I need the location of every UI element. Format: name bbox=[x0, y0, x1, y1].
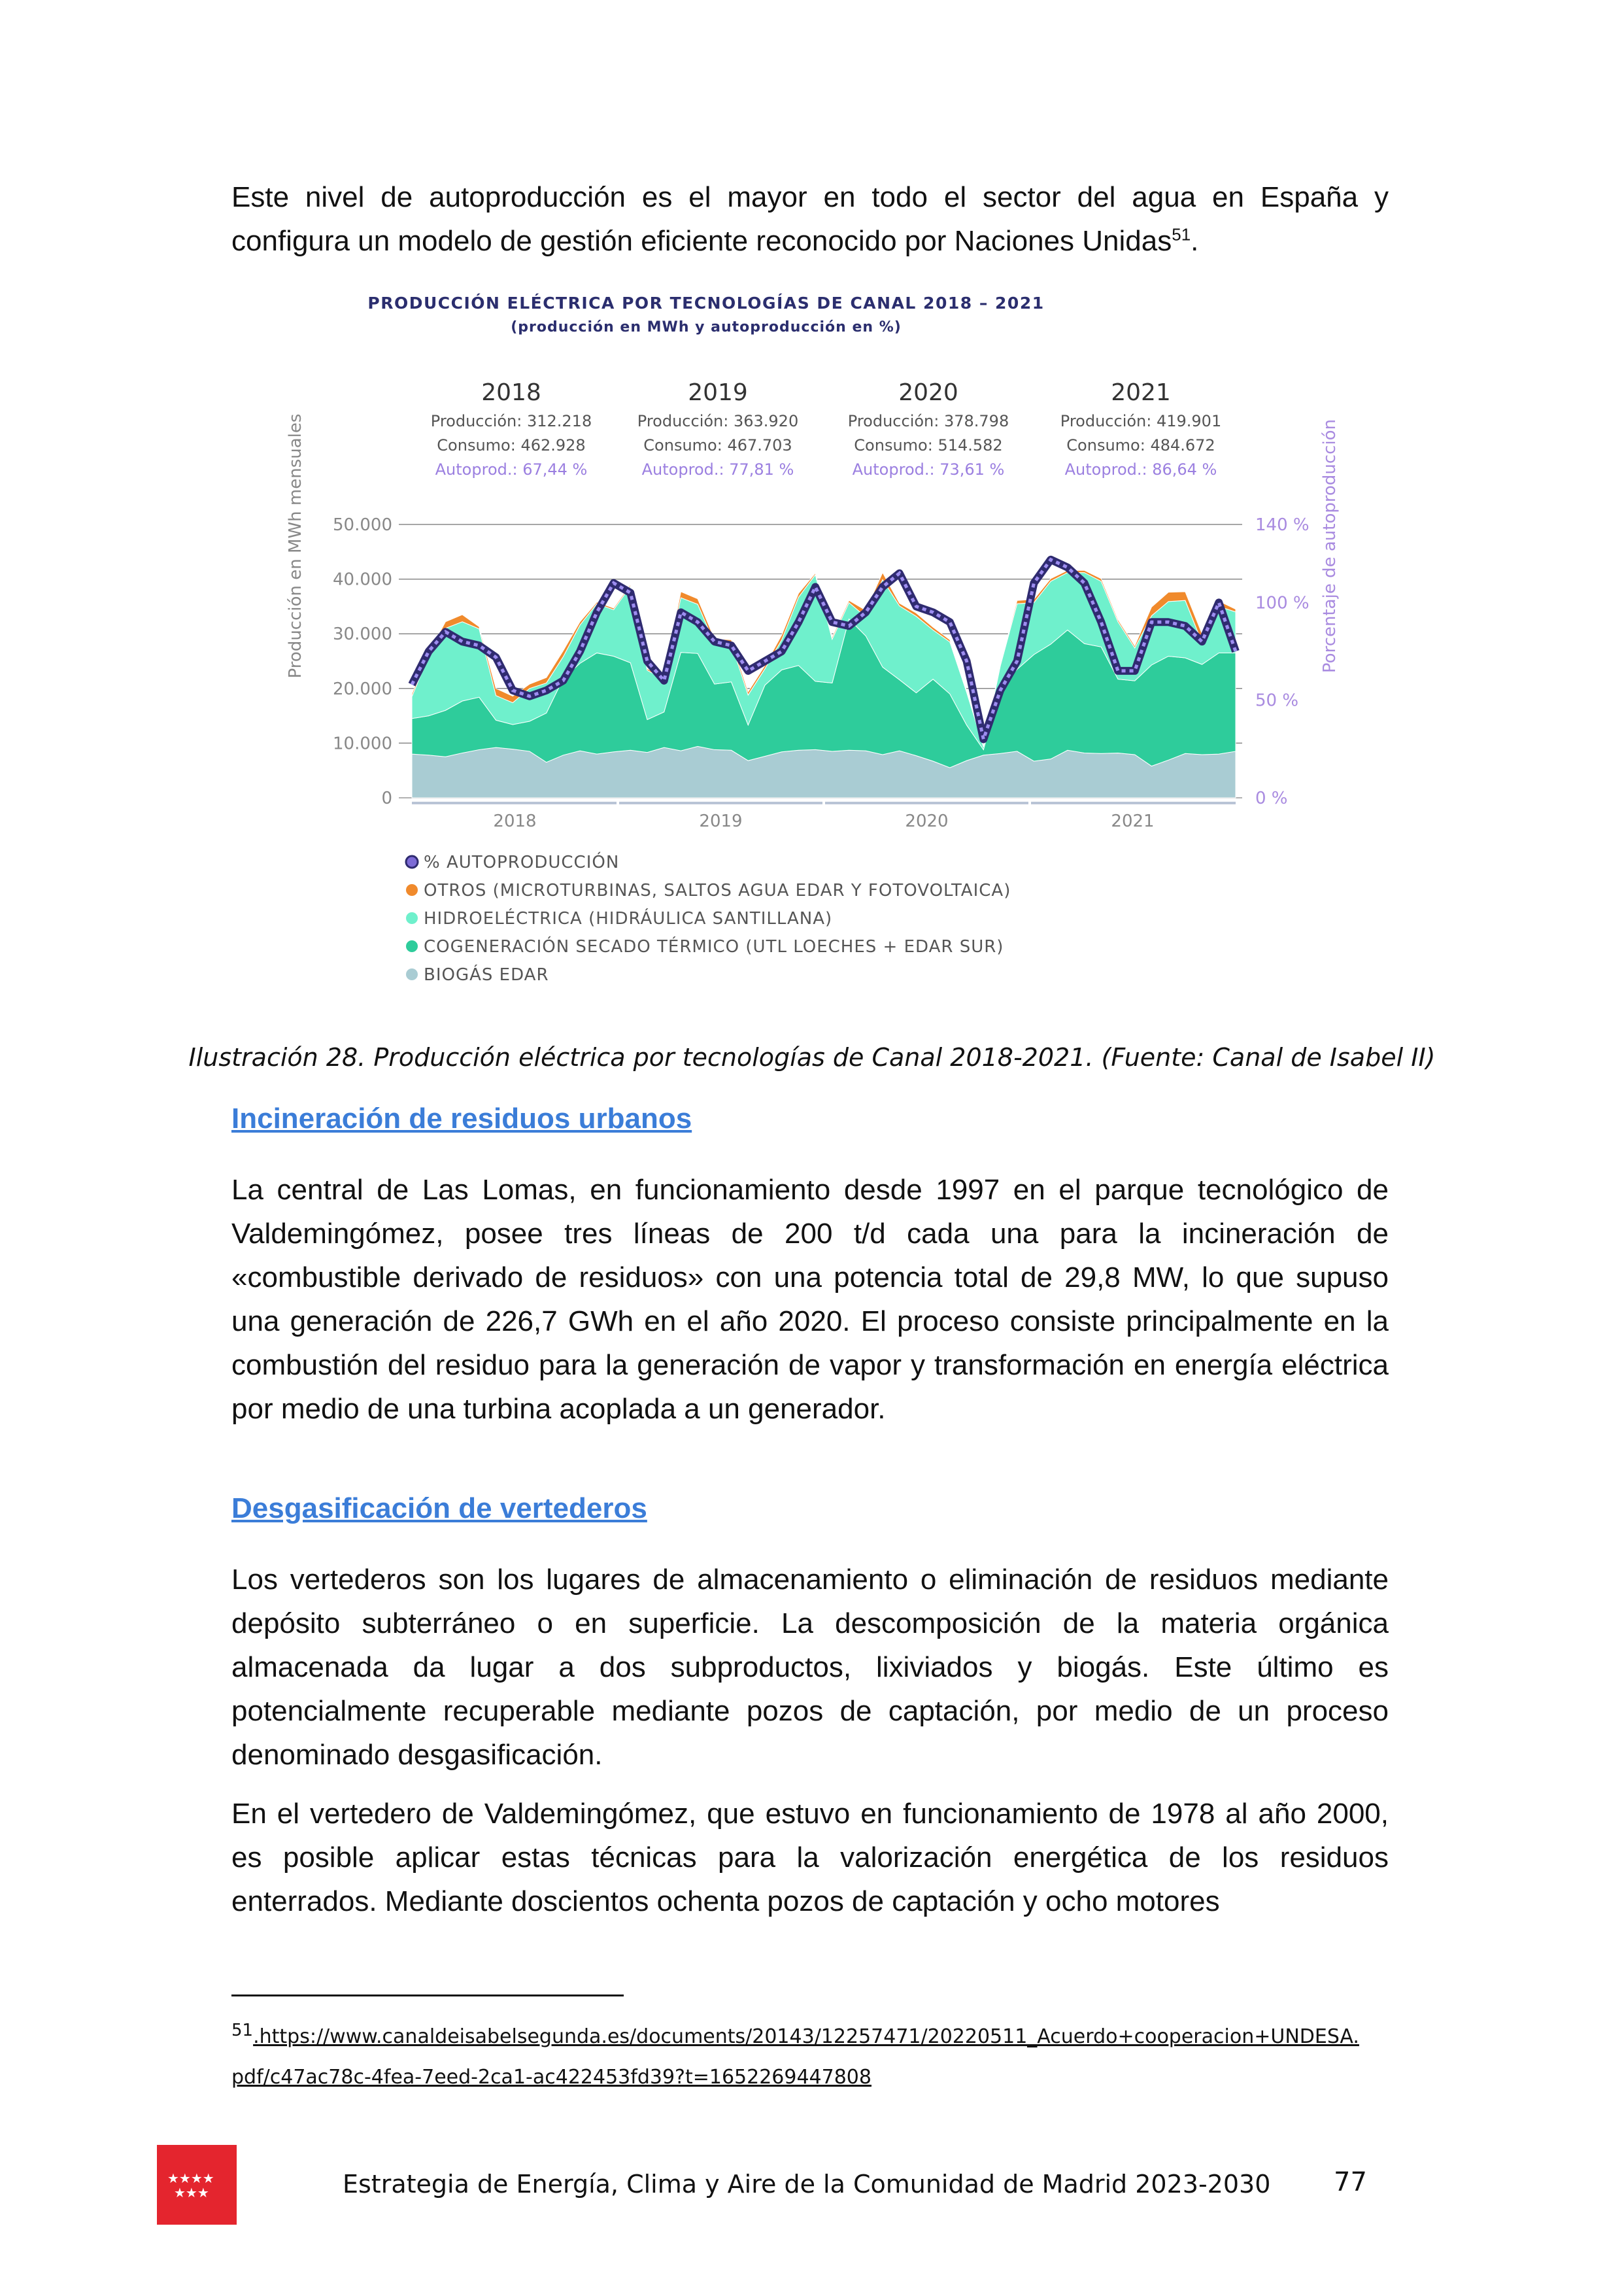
comunidad-madrid-logo: ★★★★ ★★★ bbox=[157, 2145, 237, 2225]
footnote-link[interactable]: .https://www.canaldeisabelsegunda.es/documents/20143/12257471/20220511_Acuerdo+cooperacion+UNDESA. pdf/c47ac78c-4fea-7eed-2ca1-ac422453fd39?t=1652269447808 bbox=[231, 2025, 1359, 2089]
y-tick-label: 50.000 bbox=[333, 515, 392, 535]
legend-label: BIOGÁS EDAR bbox=[424, 965, 549, 985]
production-chart bbox=[275, 288, 1347, 994]
legend-marker bbox=[406, 856, 418, 868]
heading-incineracion: Incineración de residuos urbanos bbox=[231, 1103, 692, 1135]
legend-label: OTROS (MICROTURBINAS, SALTOS AGUA EDAR Y FOTOVOLTAICA) bbox=[424, 881, 1011, 900]
summary-autoprod: Autoprod.: 73,61 % bbox=[852, 460, 1005, 479]
paragraph-incineracion: La central de Las Lomas, en funcionamiento desde 1997 en el parque tecnológico de Valdemingómez, posee tres líneas de 200 t/d cada una para la incineración de «combustible derivado de residuos» con una potencia total de 29,8 MW, lo que supuso una generación de 226,7 GWh en el año 2020. El proceso consiste principalmente en la combustión del residuo para la generación de vapor y transformación en energía eléctrica por medio de una turbina acoplada a un generador. bbox=[231, 1174, 1389, 1425]
summary-consumo: Consumo: 514.582 bbox=[854, 436, 1003, 454]
summary-produccion: Producción: 363.920 bbox=[637, 412, 799, 430]
legend-label: HIDROELÉCTRICA (HIDRÁULICA SANTILLANA) bbox=[424, 909, 833, 929]
summary-consumo: Consumo: 462.928 bbox=[437, 436, 586, 454]
summary-produccion: Producción: 378.798 bbox=[847, 412, 1009, 430]
footnote-ref[interactable]: 51 bbox=[1172, 224, 1191, 245]
summary-year: 2019 bbox=[688, 379, 748, 406]
y2-tick-label: 100 % bbox=[1255, 593, 1310, 613]
summary-produccion: Producción: 419.901 bbox=[1060, 412, 1222, 430]
paragraph-desgasificacion-2: En el vertedero de Valdemingómez, que estuvo en funcionamiento de 1978 al año 2000, es posible aplicar estas técnicas para la valorización energética de los residuos enterrados. Mediante doscientos ochenta pozos de captación y ocho motores bbox=[231, 1798, 1389, 1917]
y-tick-label: 0 bbox=[381, 789, 392, 808]
legend-marker bbox=[406, 940, 418, 952]
y2-tick-label: 50 % bbox=[1255, 691, 1299, 711]
summary-year: 2018 bbox=[481, 379, 541, 406]
x-tick-label: 2020 bbox=[905, 812, 949, 831]
page-number: 77 bbox=[1334, 2167, 1367, 2197]
legend-label: COGENERACIÓN SECADO TÉRMICO (UTL LOECHES + EDAR SUR) bbox=[424, 937, 1004, 957]
summary-produccion: Producción: 312.218 bbox=[430, 412, 592, 430]
y2-tick-label: 0 % bbox=[1255, 789, 1288, 808]
y-tick-label: 30.000 bbox=[333, 625, 392, 645]
summary-consumo: Consumo: 467.703 bbox=[643, 436, 792, 454]
y2-tick-label: 140 % bbox=[1255, 515, 1310, 535]
footnote-separator bbox=[231, 1994, 624, 1996]
y-tick-label: 10.000 bbox=[333, 734, 392, 754]
chart-subtitle: (producción en MWh y autoproducción en %) bbox=[511, 319, 902, 335]
summary-autoprod: Autoprod.: 67,44 % bbox=[435, 460, 588, 479]
legend-label: % AUTOPRODUCCIÓN bbox=[424, 853, 620, 872]
summary-consumo: Consumo: 484.672 bbox=[1066, 436, 1215, 454]
legend-marker bbox=[406, 968, 418, 980]
x-tick-label: 2018 bbox=[493, 812, 537, 831]
figure-caption: Ilustración 28. Producción eléctrica por tecnologías de Canal 2018-2021. (Fuente: Canal de Isabel II) bbox=[188, 1043, 1436, 1072]
x-tick-label: 2021 bbox=[1111, 812, 1155, 831]
y-tick-label: 20.000 bbox=[333, 679, 392, 699]
intro-paragraph: Este nivel de autoproducción es el mayor en todo el sector del agua en España y configura un modelo de gestión eficiente reconocido por Naciones Unidas$^{51}$. bbox=[231, 181, 1389, 257]
y-axis-label: Producción en MWh mensuales bbox=[286, 413, 305, 679]
paragraph-desgasificacion-1: Los vertederos son los lugares de almacenamiento o eliminación de residuos mediante depósito subterráneo o en superficie. La descomposición de la materia orgánica almacenada da lugar a dos subproductos, lixiviados y biogás. Este último es potencialmente recuperable mediante pozos de captación, por medio de un proceso denominado desgasificación. bbox=[231, 1564, 1389, 1771]
heading-desgasificacion: Desgasificación de vertederos bbox=[231, 1492, 647, 1524]
footer-title: Estrategia de Energía, Clima y Aire de la Comunidad de Madrid 2023-2030 bbox=[343, 2170, 1271, 2199]
footnote: $^{51}$.https://www.canaldeisabelsegunda.es/documents/20143/12257471/20220511_Acuerdo+cooperacion+UNDESA. pdf/c47ac78c-4fea-7eed-2ca1-ac422453fd39?t=1652269447808 bbox=[231, 2021, 1359, 2089]
y2-axis-label: Porcentaje de autoproducción bbox=[1320, 419, 1340, 674]
x-tick-label: 2019 bbox=[699, 812, 743, 831]
summary-year: 2021 bbox=[1111, 379, 1171, 406]
legend-marker bbox=[406, 912, 418, 924]
summary-year: 2020 bbox=[898, 379, 958, 406]
summary-autoprod: Autoprod.: 86,64 % bbox=[1064, 460, 1217, 479]
chart-title: PRODUCCIÓN ELÉCTRICA POR TECNOLOGÍAS DE CANAL 2018 – 2021 bbox=[367, 294, 1045, 313]
legend-marker bbox=[406, 884, 418, 896]
summary-autoprod: Autoprod.: 77,81 % bbox=[641, 460, 794, 479]
y-tick-label: 40.000 bbox=[333, 570, 392, 590]
